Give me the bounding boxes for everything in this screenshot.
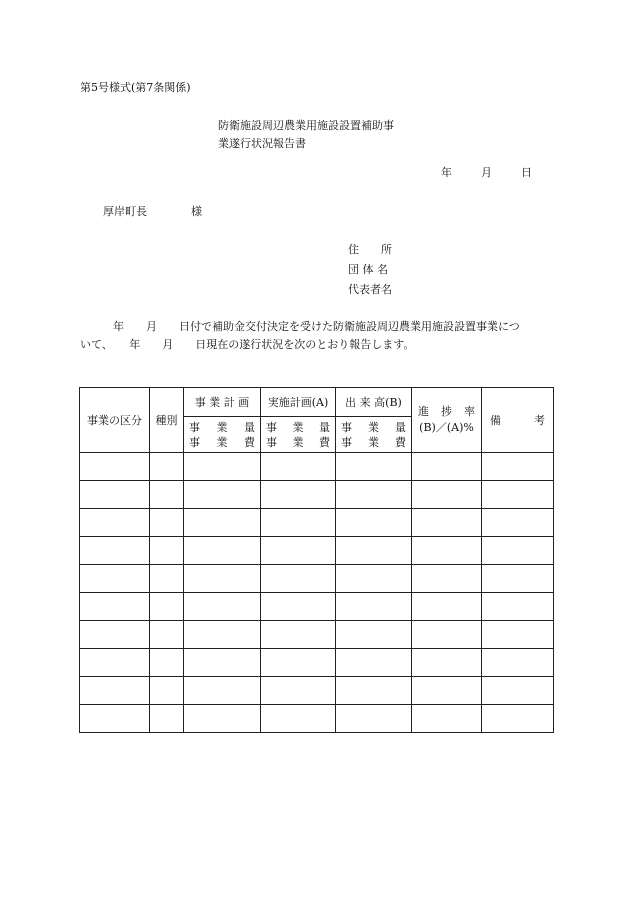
table-cell[interactable] bbox=[80, 593, 150, 621]
table-cell[interactable] bbox=[482, 481, 554, 509]
table-cell[interactable] bbox=[412, 481, 482, 509]
table-cell[interactable] bbox=[261, 621, 336, 649]
sub-char: 事 bbox=[189, 420, 200, 434]
table-cell[interactable] bbox=[482, 649, 554, 677]
sub-char: 業 bbox=[368, 435, 379, 449]
table-cell[interactable] bbox=[482, 509, 554, 537]
table-cell[interactable] bbox=[150, 649, 184, 677]
sub-char: 量 bbox=[319, 420, 330, 434]
table-cell[interactable] bbox=[482, 453, 554, 481]
sub-char: 事 bbox=[341, 435, 352, 449]
table-cell[interactable] bbox=[80, 537, 150, 565]
table-cell[interactable] bbox=[412, 509, 482, 537]
header-progress bbox=[412, 388, 482, 453]
table-cell[interactable] bbox=[412, 649, 482, 677]
sub-char: 業 bbox=[368, 420, 379, 434]
table-cell[interactable] bbox=[80, 677, 150, 705]
table-cell[interactable] bbox=[150, 565, 184, 593]
table-cell[interactable] bbox=[184, 593, 261, 621]
sub-char: 量 bbox=[395, 420, 406, 434]
applicant-group-label: 団 体 名 bbox=[348, 263, 388, 276]
table-cell[interactable] bbox=[261, 649, 336, 677]
table-cell[interactable] bbox=[150, 677, 184, 705]
header-type: 種別 bbox=[150, 388, 184, 453]
table-cell[interactable] bbox=[80, 509, 150, 537]
table-cell[interactable] bbox=[336, 453, 412, 481]
table-row bbox=[80, 481, 554, 509]
header-output: 出 来 高(B) bbox=[336, 388, 412, 417]
table-cell[interactable] bbox=[184, 621, 261, 649]
table-cell[interactable] bbox=[336, 705, 412, 733]
table-cell[interactable] bbox=[184, 481, 261, 509]
report-table bbox=[79, 387, 554, 733]
table-header-row-1 bbox=[80, 388, 554, 417]
table-cell[interactable] bbox=[184, 509, 261, 537]
table-row bbox=[80, 649, 554, 677]
table-cell[interactable] bbox=[150, 537, 184, 565]
table-cell[interactable] bbox=[412, 621, 482, 649]
plan-subheader bbox=[184, 417, 261, 453]
table-cell[interactable] bbox=[412, 537, 482, 565]
table-cell[interactable] bbox=[412, 677, 482, 705]
table-cell[interactable] bbox=[336, 649, 412, 677]
table-cell[interactable] bbox=[184, 453, 261, 481]
table-cell[interactable] bbox=[412, 565, 482, 593]
table-cell[interactable] bbox=[80, 649, 150, 677]
table-cell[interactable] bbox=[412, 705, 482, 733]
table-cell[interactable] bbox=[412, 593, 482, 621]
table-cell[interactable] bbox=[80, 481, 150, 509]
header-remarks bbox=[482, 388, 554, 453]
applicant-address-label: 住 所 bbox=[348, 243, 392, 256]
sub-char: 業 bbox=[216, 435, 228, 449]
table-cell[interactable] bbox=[184, 705, 261, 733]
table-cell[interactable] bbox=[184, 565, 261, 593]
sub-char: 業 bbox=[292, 435, 304, 449]
table-cell[interactable] bbox=[336, 565, 412, 593]
table-row bbox=[80, 621, 554, 649]
sub-char: 量 bbox=[244, 420, 255, 434]
body-text bbox=[80, 318, 520, 354]
sub-char: 業 bbox=[292, 420, 304, 434]
table-cell[interactable] bbox=[336, 621, 412, 649]
header-plan: 事 業 計 画 bbox=[184, 388, 261, 417]
table-cell[interactable] bbox=[261, 677, 336, 705]
table-row bbox=[80, 537, 554, 565]
header-actual: 実施計画(A) bbox=[261, 388, 336, 417]
table-cell[interactable] bbox=[80, 565, 150, 593]
table-row bbox=[80, 453, 554, 481]
sub-char: 業 bbox=[216, 420, 228, 434]
table-cell[interactable] bbox=[482, 621, 554, 649]
table-cell[interactable] bbox=[150, 509, 184, 537]
recipient bbox=[103, 205, 202, 219]
table-cell[interactable] bbox=[261, 481, 336, 509]
table-cell[interactable] bbox=[482, 677, 554, 705]
sub-char: 事 bbox=[341, 420, 352, 434]
table-cell[interactable] bbox=[261, 565, 336, 593]
table-cell[interactable] bbox=[150, 705, 184, 733]
remarks-char-1: 備 bbox=[490, 414, 501, 427]
table-row bbox=[80, 677, 554, 705]
progress-char-3: 率 bbox=[464, 405, 475, 418]
table-row bbox=[80, 509, 554, 537]
table-cell[interactable] bbox=[261, 593, 336, 621]
sub-char: 費 bbox=[395, 435, 406, 449]
body-line-2: いて、 年 月 日現在の遂行状況を次のとおり報告します。 bbox=[80, 338, 415, 351]
table-cell[interactable] bbox=[261, 509, 336, 537]
actual-subheader bbox=[261, 417, 336, 453]
form-number: 第5号様式(第7条関係) bbox=[80, 81, 191, 94]
table-cell[interactable] bbox=[80, 705, 150, 733]
table-cell[interactable] bbox=[412, 453, 482, 481]
progress-formula: (B)／(A)% bbox=[419, 421, 474, 434]
recipient-name: 厚岸町長 bbox=[103, 205, 147, 218]
date-month: 月 bbox=[481, 166, 492, 179]
table-cell[interactable] bbox=[482, 593, 554, 621]
title-line-1: 防衛施設周辺農業用施設設置補助事 bbox=[218, 119, 394, 132]
sub-char: 費 bbox=[244, 435, 255, 449]
table-cell[interactable] bbox=[150, 593, 184, 621]
remarks-char-2: 考 bbox=[534, 414, 545, 427]
table-cell[interactable] bbox=[184, 649, 261, 677]
sub-char: 費 bbox=[319, 435, 330, 449]
table-cell[interactable] bbox=[336, 537, 412, 565]
output-subheader bbox=[336, 417, 412, 453]
table-cell[interactable] bbox=[482, 565, 554, 593]
applicant-block bbox=[348, 240, 392, 300]
table-cell[interactable] bbox=[482, 537, 554, 565]
table-cell[interactable] bbox=[150, 481, 184, 509]
sub-char: 事 bbox=[266, 420, 277, 434]
table-cell[interactable] bbox=[336, 677, 412, 705]
body-line-1: 年 月 日付で補助金交付決定を受けた防衛施設周辺農業用施設設置事業につ bbox=[80, 320, 520, 333]
table-cell[interactable] bbox=[261, 705, 336, 733]
document-title bbox=[218, 117, 394, 153]
table-cell[interactable] bbox=[150, 453, 184, 481]
progress-char-2: 捗 bbox=[441, 405, 452, 418]
title-line-2: 業遂行状況報告書 bbox=[218, 137, 306, 150]
date-year: 年 bbox=[441, 166, 452, 179]
table-cell[interactable] bbox=[261, 453, 336, 481]
table-cell[interactable] bbox=[184, 537, 261, 565]
recipient-honorific: 様 bbox=[191, 205, 202, 218]
date-day: 日 bbox=[521, 166, 532, 179]
table-row bbox=[80, 593, 554, 621]
table-cell[interactable] bbox=[80, 621, 150, 649]
table-row bbox=[80, 565, 554, 593]
progress-char-1: 進 bbox=[418, 405, 429, 418]
table-row bbox=[80, 705, 554, 733]
table-cell[interactable] bbox=[184, 677, 261, 705]
table-cell[interactable] bbox=[336, 509, 412, 537]
table-cell[interactable] bbox=[336, 481, 412, 509]
table-cell[interactable] bbox=[482, 705, 554, 733]
header-category: 事業の区分 bbox=[80, 388, 150, 453]
table-cell[interactable] bbox=[80, 453, 150, 481]
table-cell[interactable] bbox=[336, 593, 412, 621]
date-line bbox=[441, 166, 532, 180]
sub-char: 事 bbox=[189, 435, 200, 449]
table-cell[interactable] bbox=[150, 621, 184, 649]
sub-char: 事 bbox=[266, 435, 277, 449]
table-cell[interactable] bbox=[261, 537, 336, 565]
applicant-representative-label: 代表者名 bbox=[348, 283, 392, 296]
